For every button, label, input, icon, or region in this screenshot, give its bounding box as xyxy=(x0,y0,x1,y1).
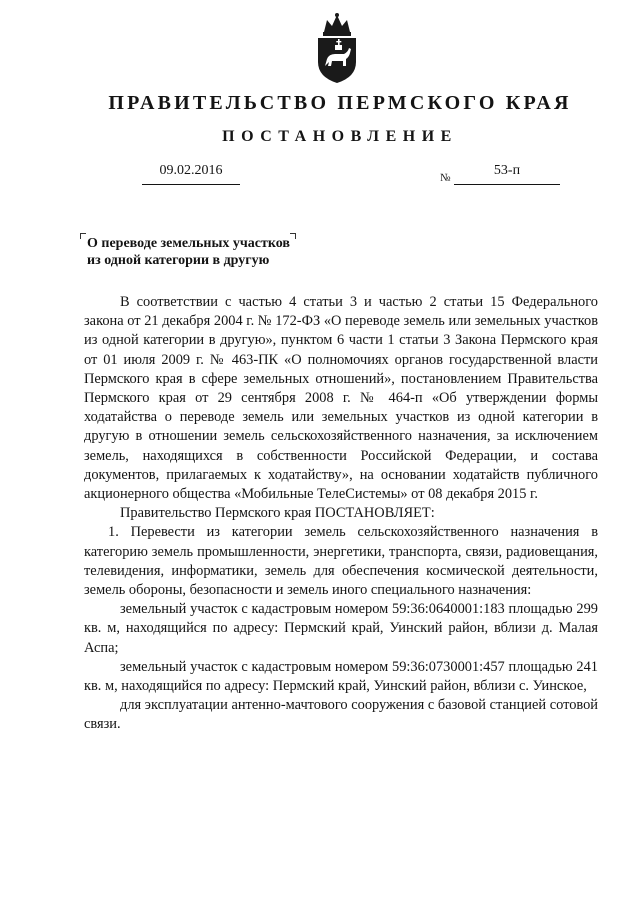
number-label: № xyxy=(440,172,451,184)
resolves-paragraph: Правительство Пермского края ПОСТАНОВЛЯЕТ: xyxy=(120,505,435,522)
land-plot-2-paragraph: земельный участок с кадастровым номером 59:36:0730001:457 площадью 241 кв. м, находящийся по адресу: Пермский край, Уинский район, вблизи с. Уинское, xyxy=(84,658,598,695)
decree-date-value: 09.02.2016 xyxy=(159,163,223,178)
preamble-paragraph: В соответствии с частью 4 статьи 3 и частью 2 статьи 15 Федерального закона от 21 декабря 2004 г. № 172-ФЗ «О переводе земель или земельных участков из одной категории в другую», пунктом 6 части 1 статьи 3 Закона Пермского края от 01 июля 2009 г. № 463-ПК «О полномочиях органов государственной власти Пермского края в сфере земельных отношений», постановлением Правительства Пермского края от 29 сентября 2008 г. № 464-п «Об утверждении формы ходатайства о переводе земель или земельных участков из одной категории в другую в отношении земель сельскохозяйственного назначения, за исключением земель, находящихся в собственности Российской Федерации, и состава документов, прилагаемых к ходатайству», на основании ходатайств публичного акционерного общества «Мобильные ТелеСистемы» от 08 декабря 2015 г. xyxy=(84,294,598,503)
subject-line-1: О переводе земельных участков xyxy=(87,236,290,251)
purpose-paragraph: для эксплуатации антенно-мачтового сооружения с базовой станцией сотовой связи. xyxy=(84,697,598,733)
decree-date xyxy=(142,163,240,185)
item-1-paragraph: 1. Перевести из категории земель сельскохозяйственного назначения в категорию земель промышленности, энергетики, транспорта, связи, радиовещания, телевидения, информатики, земель для обеспечения космической деятельности, земель обороны, безопасности и земель иного специального назначения: xyxy=(84,524,598,599)
subject-corner-mark xyxy=(80,233,86,239)
number-underline xyxy=(454,184,560,185)
land-plot-1-paragraph: земельный участок с кадастровым номером 59:36:0640001:183 площадью 299 кв. м, находящийся по адресу: Пермский край, Уинский район, вблизи д. Малая Аспа; xyxy=(84,601,598,656)
date-underline xyxy=(142,184,240,185)
decree-number xyxy=(454,163,560,185)
subject-corner-mark xyxy=(290,233,296,239)
document-type-title: ПОСТАНОВЛЕНИЕ xyxy=(222,128,458,145)
government-name: ПРАВИТЕЛЬСТВО ПЕРМСКОГО КРАЯ xyxy=(108,92,572,114)
decree-subject xyxy=(80,233,296,269)
subject-line-2: из одной категории в другую xyxy=(87,253,270,268)
decree-body xyxy=(84,293,598,735)
decree-number-value: 53-п xyxy=(493,163,521,178)
perm-krai-coat-of-arms-icon xyxy=(315,12,359,84)
